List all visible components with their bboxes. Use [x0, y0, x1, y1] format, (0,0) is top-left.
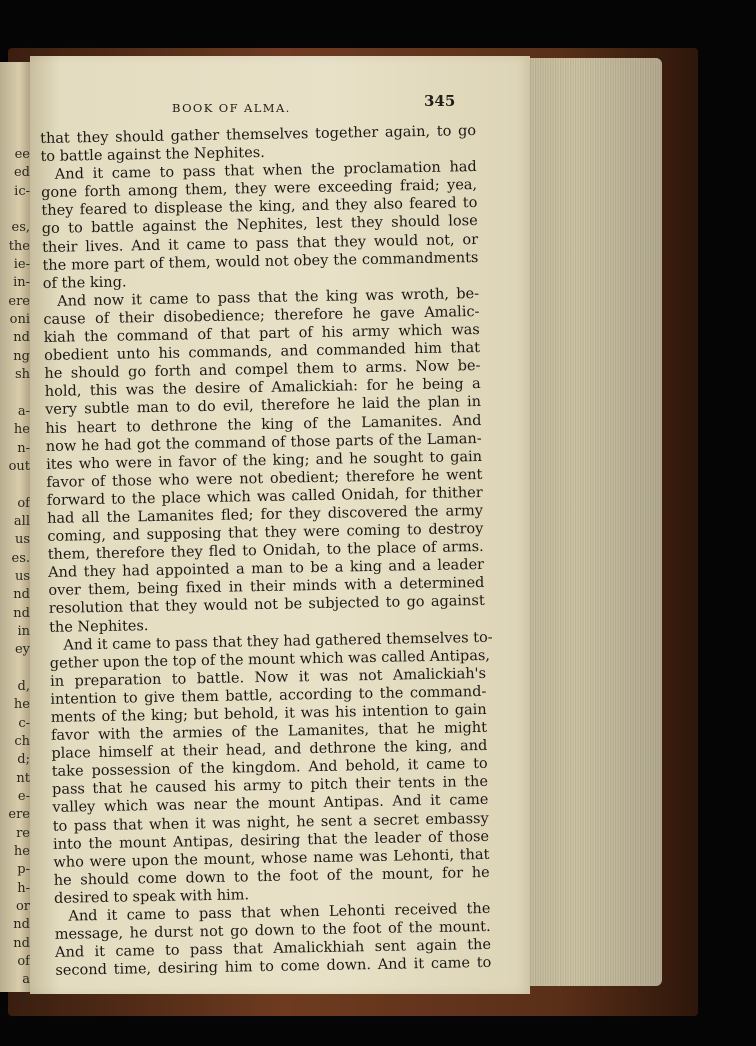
facing-page-fragment: or: [15, 899, 30, 915]
facing-page-fragment: ch: [14, 734, 30, 749]
text-line: intention to give them battle, according to the command-: [50, 683, 487, 708]
facing-page-fragment: a: [22, 972, 30, 988]
facing-page-fragment: nd: [13, 917, 30, 933]
facing-page-fragment: of: [17, 495, 30, 511]
facing-page-fragment: nd: [13, 605, 30, 621]
facing-page-fragment: he: [13, 422, 30, 438]
body-text: [40, 122, 492, 980]
facing-page-fragment: nd: [13, 587, 30, 603]
text-line: And it came to pass that Amalickhiah sent again the: [54, 937, 492, 962]
facing-page-fragment: he: [13, 697, 30, 713]
text-line: now he had got the command of those parts of the Laman-: [45, 430, 482, 455]
text-line: very subtle man to do evil, therefore he laid the plan in: [44, 394, 482, 419]
facing-page-fragment: d,: [17, 678, 30, 694]
facing-page-fragment: [0, 384, 30, 402]
facing-page-fragment: [0, 201, 30, 219]
text-line: valley which was near the mount Antipas. And it came: [52, 792, 489, 817]
facing-page-fragment: the: [8, 238, 30, 254]
text-line: forward to the place which was called Onidah, for thither: [46, 484, 483, 509]
facing-page-fragment: ey: [14, 642, 30, 658]
text-line: And it came to pass that they had gathered themselves to-: [63, 629, 493, 654]
facing-page-fragment: n-: [17, 440, 30, 456]
text-line: And now it came to pass that the king was wroth, be-: [57, 285, 480, 310]
facing-page-fragment: h-: [17, 880, 30, 896]
facing-page-fragment: us: [14, 568, 30, 584]
facing-page-fragment: nd: [13, 935, 30, 951]
facing-page-text: [0, 146, 30, 1008]
facing-page-fragment: all: [13, 513, 30, 529]
facing-page-fragment: [0, 476, 30, 494]
facing-page-fragment: re: [16, 825, 30, 841]
text-line: obedient unto his commands, and commanded him that: [43, 340, 481, 365]
text-line: favor of those who were not obedient; therefore he went: [46, 466, 483, 491]
text-line: place himself at their head, and dethrone the king, and: [51, 738, 488, 763]
text-line: he should go forth and compel them to arms. Now be-: [44, 358, 481, 383]
text-line: And it came to pass that when the proclamation had: [54, 159, 477, 183]
text-line: ments of the king; but behold, it was his intention to gain: [50, 701, 487, 726]
facing-page-fragment: of: [17, 954, 30, 970]
text-line: message, he durst not go down to the foot of the mount.: [54, 919, 491, 943]
text-line: coming, and supposing that they were coming to destroy: [47, 521, 484, 545]
text-line: cause of their disobedience; therefore he gave Amalic-: [43, 303, 480, 328]
facing-page-fragment: nt: [16, 770, 30, 786]
text-line: the more part of them, would not obey the commandments: [42, 249, 479, 274]
facing-page-fragment: in: [17, 623, 30, 639]
facing-page-fragment: ed: [13, 165, 30, 181]
facing-page-fragment: ng: [13, 348, 30, 364]
facing-page-fragment: nd: [13, 330, 30, 346]
facing-page-fragment: e-: [17, 789, 30, 805]
text-line: their lives. And it came to pass that they would not, or: [42, 231, 479, 256]
facing-page-fragment: in-: [13, 275, 30, 291]
text-line: resolution that they would not be subjected to go against: [48, 593, 485, 618]
facing-page: [0, 62, 32, 1006]
text-line: hold, this was the desire of Amalickiah: for he being a: [44, 376, 481, 401]
facing-page-fragment: es,: [11, 220, 30, 236]
facing-page-fragment: ere: [8, 293, 30, 309]
text-line: And they had appointed a man to be a king and a leader: [47, 557, 485, 582]
text-line: And it came to pass that when Lehonti received the: [68, 900, 491, 925]
text-line: the Nephites.: [48, 617, 149, 636]
text-line: to pass that when it was night, he sent a secret embassy: [52, 810, 489, 835]
facing-page-fragment: us: [14, 532, 30, 548]
text-line: to battle against the Nephites.: [40, 144, 265, 166]
facing-page-fragment: ere: [8, 807, 30, 823]
text-line: take possession of the kingdom. And behold, it came to: [51, 756, 488, 781]
facing-page-fragment: oni: [9, 312, 30, 328]
text-line: gone forth among them, they were exceeding fraid; yea,: [41, 177, 478, 202]
facing-page-fragment: c-: [18, 715, 30, 731]
running-head: BOOK OF ALMA.: [172, 101, 291, 115]
text-line: desired to speak with him.: [53, 887, 250, 907]
page-number: 345: [424, 92, 456, 110]
text-line: second time, desiring him to come down. And it came to: [55, 955, 492, 980]
text-line: favor with the armies of the Lamanites, that he might: [50, 720, 488, 744]
facing-page-fragment: ie-: [13, 257, 30, 273]
facing-page-fragment: ee: [14, 147, 30, 162]
text-line: he should come down to the foot of the mount, for he: [53, 864, 490, 889]
text-line: them, therefore they fled to Onidah, to the place of arms.: [47, 539, 484, 564]
facing-page-fragment: a-: [17, 403, 30, 419]
facing-page-fragment: p-: [17, 862, 30, 878]
facing-page-fragment: d;: [17, 752, 30, 768]
facing-page-fragment: s.: [19, 990, 30, 1006]
text-line: had all the Lamanites fled; for they discovered the army: [46, 502, 484, 527]
text-line: ites who were in favor of the king; and he sought to gain: [45, 448, 483, 473]
text-line: in preparation to battle. Now it was not Amalickiah's: [49, 665, 487, 690]
facing-page-fragment: sh: [14, 367, 30, 383]
text-line: kiah the command of that part of his army which was: [43, 322, 480, 346]
facing-page-fragment: ic-: [14, 183, 30, 199]
text-line: of the king.: [42, 274, 127, 292]
facing-page-fragment: he: [13, 844, 30, 860]
facing-page-fragment: es.: [11, 550, 30, 566]
text-line: who were upon the mount, whose name was Lehonti, that: [53, 846, 490, 871]
text-line: they feared to displease the king, and they also feared to: [41, 195, 478, 220]
text-line: his heart to dethrone the king of the Lamanites. And: [45, 412, 482, 437]
text-line: gether upon the top of the mount which was called Antipas,: [49, 647, 491, 672]
facing-page-fragment: [0, 660, 30, 678]
facing-page-fragment: out: [8, 458, 30, 474]
text-line: over them, being fixed in their minds with a determined: [48, 575, 485, 600]
text-line: that they should gather themselves together again, to go: [40, 123, 477, 147]
text-line: into the mount Antipas, desiring that the leader of those: [52, 828, 490, 853]
text-line: go to battle against the Nephites, lest they should lose: [41, 213, 478, 238]
text-line: pass that he caused his army to pitch their tents in the: [51, 774, 489, 799]
